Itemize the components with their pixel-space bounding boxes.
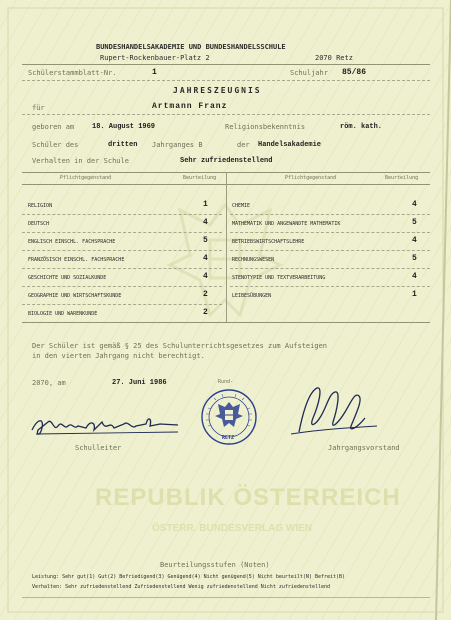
row-divider: [230, 286, 430, 287]
subject-name: LEIBESÜBUNGEN: [232, 293, 272, 299]
row-divider: [22, 232, 222, 233]
date-place: 2070, am: [32, 379, 66, 387]
footer-rule: [22, 597, 430, 598]
row-divider: [230, 214, 430, 215]
fuer-label: für: [32, 104, 45, 112]
class-teacher-signature: [285, 382, 385, 442]
subject-grade: 4: [412, 236, 417, 245]
schuljahr-label: Schuljahr: [290, 69, 328, 77]
student-name: Artmann Franz: [152, 102, 228, 111]
subject-name: FRANZÖSISCH EINSCHL. FACHSPRACHE: [28, 257, 125, 263]
watermark-republic: REPUBLIK ÖSTERREICH: [95, 484, 401, 511]
subject-grade: 4: [412, 200, 417, 209]
verhalten-value: Sehr zufriedenstellend: [180, 157, 273, 165]
row-divider: [230, 250, 430, 251]
subject-name: RELIGION: [28, 203, 53, 209]
subject-grade: 4: [203, 218, 208, 227]
footer-title: Beurteilungsstufen (Noten): [160, 561, 270, 569]
col-subject-left: Pflichtgegenstand: [60, 175, 112, 181]
subject-grade: 5: [203, 236, 208, 245]
subject-name: GEOGRAPHIE UND WIRTSCHAFTSKUNDE: [28, 293, 122, 299]
header-divider: [22, 64, 430, 65]
subject-name: BIOLOGIE UND WARENKUNDE: [28, 311, 98, 317]
birth-date: 18. August 1969: [92, 123, 156, 131]
subject-name: DEUTSCH: [28, 221, 50, 227]
remark-line-1: Der Schüler ist gemäß § 25 des Schulunterrichtsgesetzes zum Aufsteigen: [32, 342, 328, 350]
subject-grade: 5: [412, 218, 417, 227]
row-divider: [22, 286, 222, 287]
religion-value: röm. kath.: [340, 123, 383, 131]
seal-city: RETZ: [222, 435, 235, 441]
meta-divider: [22, 80, 430, 81]
subject-grade: 2: [203, 308, 208, 317]
table-bottom-rule: [22, 322, 430, 323]
subject-name: STENOTYPIE UND TEXTVERARBEITUNG: [232, 275, 326, 281]
stammblatt-label: Schülerstammblatt-Nr.: [28, 69, 117, 77]
subject-name: GESCHICHTE UND SOZIALKUNDE: [28, 275, 107, 281]
stammblatt-value: 1: [152, 68, 157, 77]
subject-grade: 1: [412, 290, 417, 299]
jahrgang-value: dritten: [108, 141, 138, 149]
remark-line-2: in den vierten Jahrgang nicht berechtigt.: [32, 352, 205, 360]
school-address: Rupert-Rockenbauer-Platz 2: [100, 54, 210, 62]
schuljahr-value: 85/86: [342, 68, 367, 77]
subject-grade: 4: [203, 254, 208, 263]
col-grade-left: Beurteilung: [183, 175, 217, 181]
col-grade-right: Beurteilung: [385, 175, 419, 181]
col-subject-right: Pflichtgegenstand: [285, 175, 337, 181]
coat-of-arms-watermark: [150, 185, 300, 335]
jahrganges-label: Jahrganges B: [152, 141, 203, 149]
subject-name: MATHEMATIK UND ANGEWANDTE MATHEMATIK: [232, 221, 341, 227]
subject-grade: 4: [203, 272, 208, 281]
schueler-label: Schüler des: [32, 141, 79, 149]
subject-grade: 1: [203, 200, 208, 209]
school-type: Handelsakademie: [258, 141, 322, 149]
subject-name: RECHNUNGSWESEN: [232, 257, 275, 263]
table-center-divider: [226, 172, 227, 322]
footer-leistung: Leistung: Sehr gut(1) Gut(2) Befriedigend(3) Genügend(4) Nicht genügend(5) Nicht beurteilt(N) Befreit(B): [32, 574, 346, 580]
principal-label: Schulleiter: [75, 444, 122, 452]
row-divider: [230, 232, 430, 233]
subject-name: ENGLISCH EINSCHL. FACHSPRACHE: [28, 239, 116, 245]
class-teacher-label: Jahrgangsvorstand: [328, 444, 400, 452]
verhalten-label: Verhalten in der Schule: [32, 157, 129, 165]
row-divider: [22, 214, 222, 215]
school-name: BUNDESHANDELSAKADEMIE UND BUNDESHANDELSSCHULE: [96, 43, 286, 51]
principal-signature: [28, 412, 183, 442]
geboren-label: geboren am: [32, 123, 75, 131]
subject-grade: 4: [412, 272, 417, 281]
row-divider: [22, 268, 222, 269]
row-divider: [22, 304, 222, 305]
subject-grade: 5: [412, 254, 417, 263]
der-label: der: [237, 141, 250, 149]
religion-label: Religionsbekenntnis: [225, 123, 306, 131]
subject-name: BETRIEBSWIRTSCHAFTSLEHRE: [232, 239, 305, 245]
footer-verhalten: Verhalten: Sehr zufriedenstellend Zufriedenstellend Wenig zufriedenstellend Nicht zufriedenstellend: [32, 584, 331, 590]
name-divider: [22, 114, 430, 115]
subject-grade: 2: [203, 290, 208, 299]
subject-name: CHEMIE: [232, 203, 251, 209]
row-divider: [230, 268, 430, 269]
row-divider: [22, 250, 222, 251]
rund-label: Rund-: [218, 379, 234, 385]
date-value: 27. Juni 1986: [112, 379, 167, 387]
watermark-publisher: ÖSTERR. BUNDESVERLAG WIEN: [152, 523, 313, 534]
school-postal-city: 2070 Retz: [315, 54, 353, 62]
certificate-title: JAHRESZEUGNIS: [173, 86, 262, 95]
